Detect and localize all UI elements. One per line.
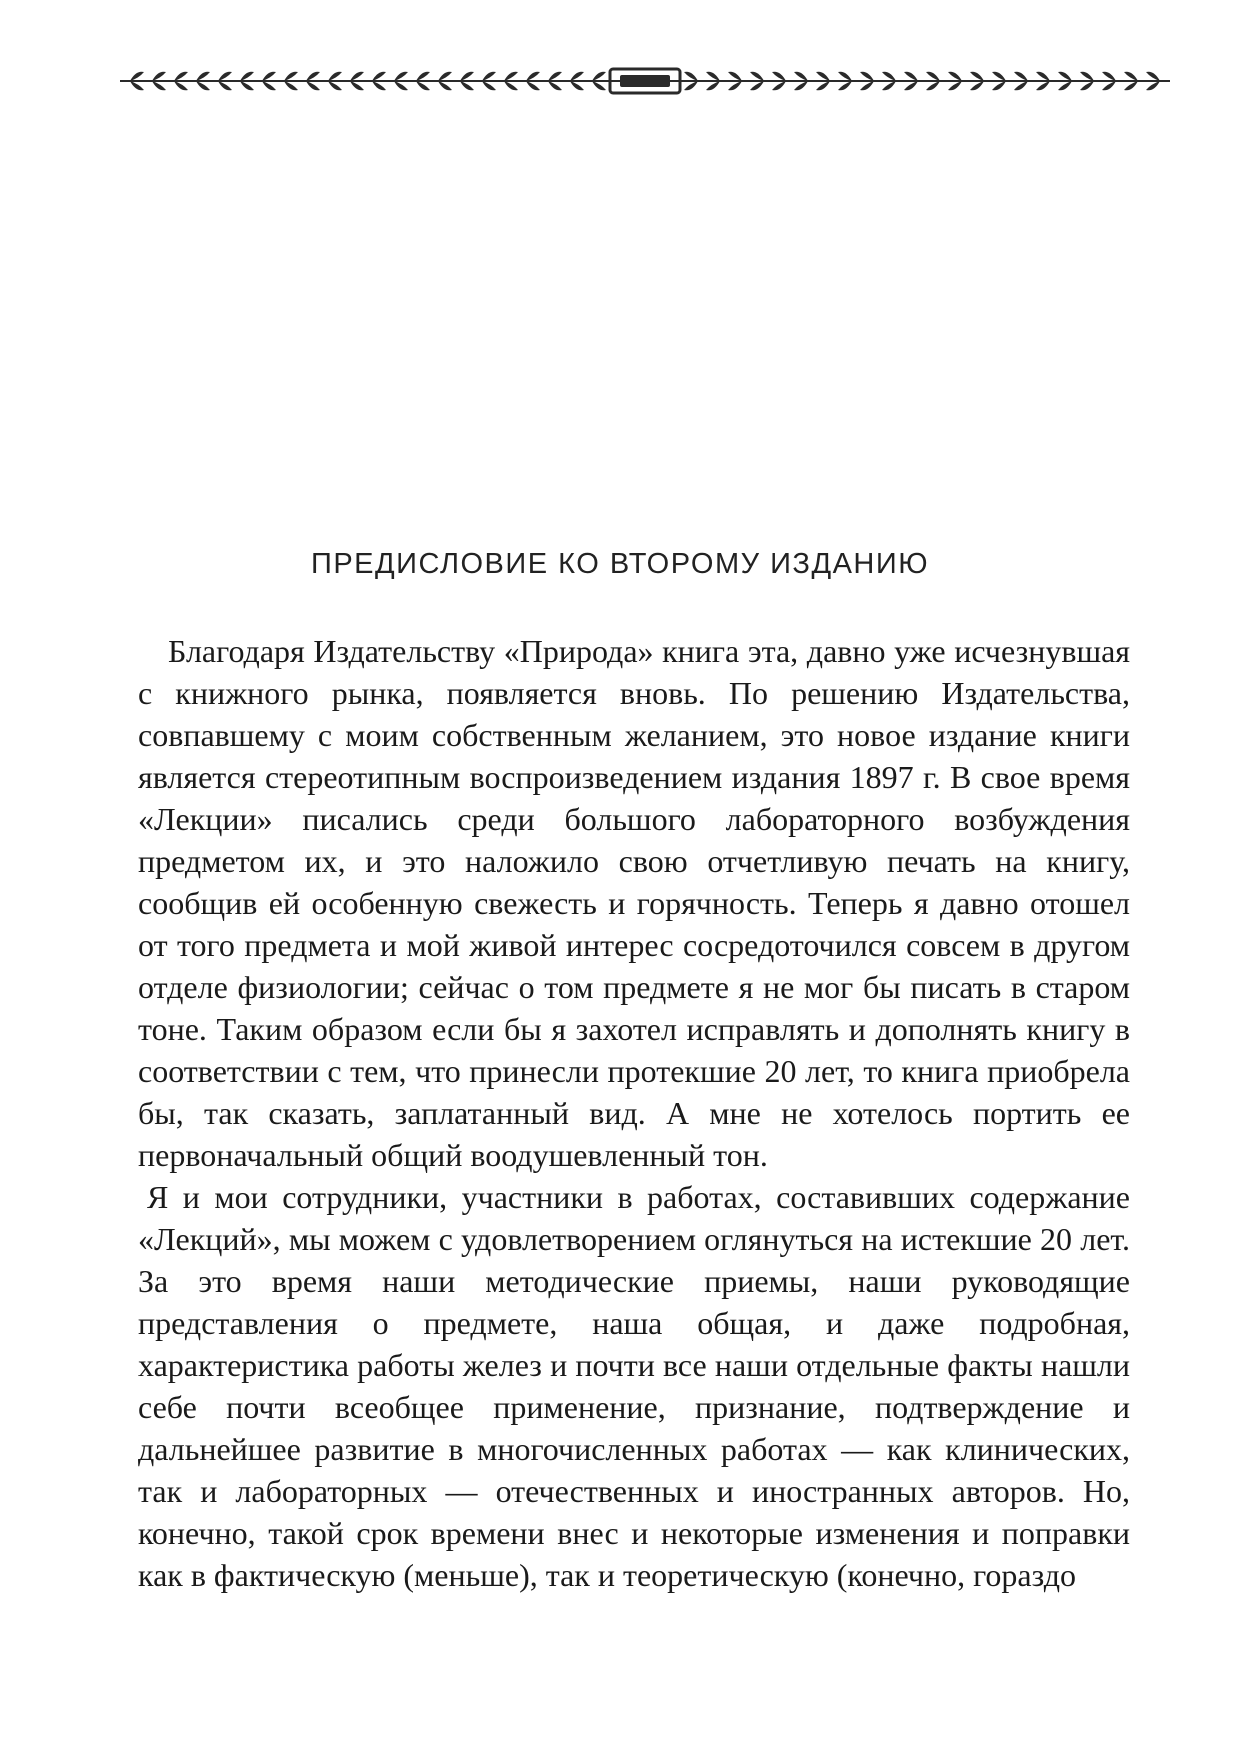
ornament-leaf [548,72,562,81]
ornament-leaf [218,81,232,90]
ornament-leaf [1014,72,1028,81]
ornament-leaf [130,81,144,90]
ornament-leaf [284,81,298,90]
ornament-leaf [504,81,518,90]
ornament-leaf [1080,72,1094,81]
ornament-leaf [1014,81,1028,90]
ornament-leaf [394,81,408,90]
ornament-leaf [860,81,874,90]
ornament-leaf [306,72,320,81]
ornament-leaf [926,72,940,81]
ornament-leaf [1146,81,1160,90]
ornament-leaf [1058,72,1072,81]
ornament-leaf [1124,81,1138,90]
ornament-leaf [130,72,144,81]
ornament-leaf [372,81,386,90]
ornament-leaf [1102,72,1116,81]
page-title: ПРЕДИСЛОВИЕ КО ВТОРОМУ ИЗДАНИЮ [310,548,930,580]
ornament-leaf [240,72,254,81]
ornament-leaf [1058,81,1072,90]
ornament-leaf [926,81,940,90]
ornament-leaf [526,81,540,90]
ornament-leaf [904,81,918,90]
ornament-leaf [350,81,364,90]
ornament-leaf [970,81,984,90]
ornament-leaf [992,72,1006,81]
ornament-leaf [728,72,742,81]
ornament-leaf [262,81,276,90]
ornament-leaf [1036,81,1050,90]
ornament-leaf [816,81,830,90]
ornament-leaf [482,72,496,81]
ornament-leaf [794,81,808,90]
ornament-leaf [196,81,210,90]
ornament-leaf [948,81,962,90]
ornament-leaf [218,72,232,81]
ornament-leaf [460,81,474,90]
paragraph-1: Благодаря Издательству «Природа» книга эта, давно уже исчезнувшая с книжного рынка, появляется вновь. По решению Издательства, совпавшему с моим собственным желанием, это новое издание книги является стереотипным воспроизведением издания 1897 г. В свое время «Лекции» писались среди большого лабораторного возбуждения предметом их, и это наложило свою отчетливую печать на книгу, сообщив ей особенную свежесть и горячность. Теперь я давно отошел от того предмета и мой живой интерес сосредоточился совсем в другом отделе физиологии; сейчас о том предмете я не мог бы писать в старом тоне. Таким образом если бы я захотел исправлять и дополнять книгу в соответствии с тем, что принесли протекшие 20 лет, то книга приобрела бы, так сказать, заплатанный вид. А мне не хотелось портить ее первоначальный общий воодушевленный тон. [138,633,1130,1173]
ornament-leaf [438,81,452,90]
ornament-leaf [684,81,698,90]
ornament-leaf [570,81,584,90]
ornament-leaf [816,72,830,81]
ornament-leaf [592,72,606,81]
ornament-leaf [838,81,852,90]
ornament-leaf [240,81,254,90]
ornament-leaf [1102,81,1116,90]
ornament-leaf [438,72,452,81]
ornament-leaf [838,72,852,81]
ornament-leaf [772,72,786,81]
ornament-leaf [416,72,430,81]
ornament-leaf [350,72,364,81]
ornament-leaf [1146,72,1160,81]
ornament-leaf [284,72,298,81]
ornament-leaf [882,72,896,81]
ornament-leaf [684,72,698,81]
ornament-leaf [706,81,720,90]
ornament-leaf [970,72,984,81]
ornament-leaf [882,81,896,90]
ornament-leaf [904,72,918,81]
ornament-leaf [592,81,606,90]
ornament-leaf [416,81,430,90]
ornament-leaf [482,81,496,90]
ornament-leaf [750,72,764,81]
ornament-leaf [948,72,962,81]
ornament-leaf [372,72,386,81]
ornament-leaf [394,72,408,81]
ornament-leaf [174,81,188,90]
ornament-leaf [460,72,474,81]
ornament-leaf [992,81,1006,90]
ornament-leaf [152,72,166,81]
ornament-leaf [328,81,342,90]
ornament-leaf [706,72,720,81]
ornament-leaf [860,72,874,81]
ornament-leaf [570,72,584,81]
ornament-leaf [1124,72,1138,81]
decorative-header-ornament [120,56,1170,106]
ornament-leaf [750,81,764,90]
ornament-leaf [1080,81,1094,90]
ornament-leaf [728,81,742,90]
ornament-leaf [548,81,562,90]
ornament-leaf [794,72,808,81]
ornament-leaf [152,81,166,90]
ornament-leaf [328,72,342,81]
ornament-leaf [504,72,518,81]
ornament-leaf [262,72,276,81]
ornament-leaf [174,72,188,81]
ornament-leaf [772,81,786,90]
ornament-leaf [526,72,540,81]
body-text [138,630,1130,1596]
paragraph-2: Я и мои сотрудники, участники в работах, составивших содержание «Лекций», мы можем с удовлетворением оглянуться на истекшие 20 лет. За это время наши методические приемы, наши руководящие представления о предмете, наша общая, и даже подробная, характеристика работы желез и почти все наши отдельные факты нашли себе почти всеобщее применение, признание, подтверждение и дальнейшее развитие в многочисленных работах — как клинических, так и лабораторных — отечественных и иностранных авторов. Но, конечно, такой срок времени внес и некоторые изменения и поправки как в фактическую (меньше), так и теоретическую (конечно, гораздо [138,1179,1130,1593]
ornament-leaf [1036,72,1050,81]
ornament-leaf [196,72,210,81]
ornament-leaf [306,81,320,90]
